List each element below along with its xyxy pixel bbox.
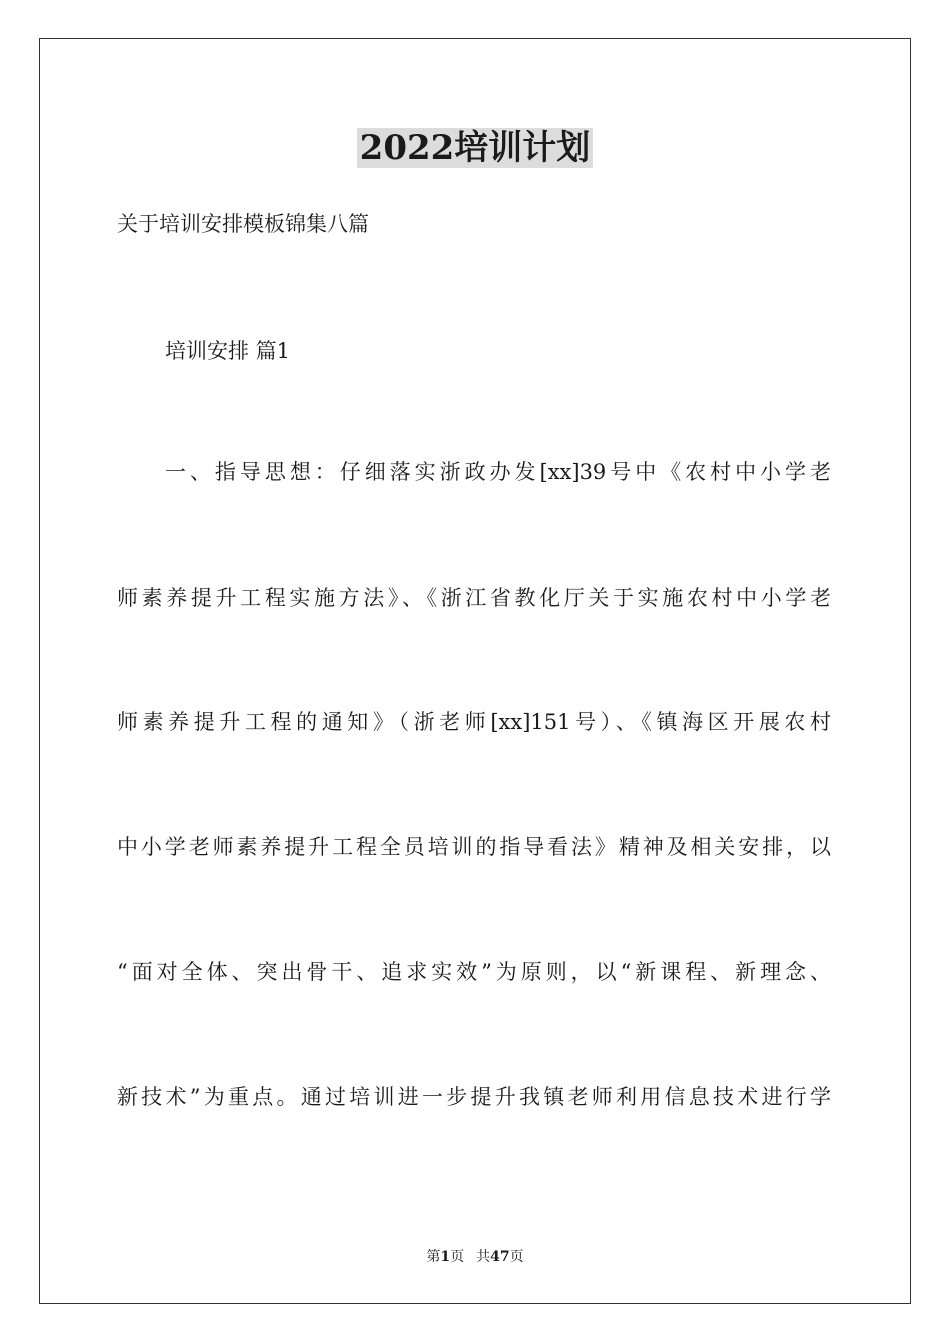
footer-total-suffix: 页 bbox=[509, 1249, 524, 1265]
footer-page-suffix: 页 bbox=[450, 1249, 465, 1265]
body-line-4: 中小学老师素养提升工程全员培训的指导看法》精神及相关安排，以 bbox=[117, 835, 831, 859]
body-line-1: 一、指导思想：仔细落实浙政办发[xx]39号中《农村中小学老 bbox=[165, 460, 831, 484]
document-title bbox=[0, 126, 950, 170]
body-line-5: “面对全体、突出骨干、追求实效”为原则，以“新课程、新理念、 bbox=[117, 960, 831, 984]
document-title-text: 2022培训计划 bbox=[357, 128, 594, 168]
footer-total-prefix: 共 bbox=[476, 1249, 491, 1265]
document-subtitle: 关于培训安排模板锦集八篇 bbox=[117, 212, 369, 236]
page-footer bbox=[0, 1247, 950, 1267]
body-line-3: 师素养提升工程的通知》（浙老师[xx]151号）、《镇海区开展农村 bbox=[117, 710, 831, 734]
body-line-6: 新技术”为重点。通过培训进一步提升我镇老师利用信息技术进行学 bbox=[117, 1085, 831, 1109]
footer-page-number: 1 bbox=[440, 1249, 451, 1265]
footer-total-pages: 47 bbox=[490, 1249, 510, 1265]
footer-page-prefix: 第 bbox=[426, 1249, 441, 1265]
body-line-2: 师素养提升工程实施方法》、《浙江省教化厅关于实施农村中小学老 bbox=[117, 586, 831, 610]
section-heading: 培训安排 篇1 bbox=[165, 339, 291, 363]
